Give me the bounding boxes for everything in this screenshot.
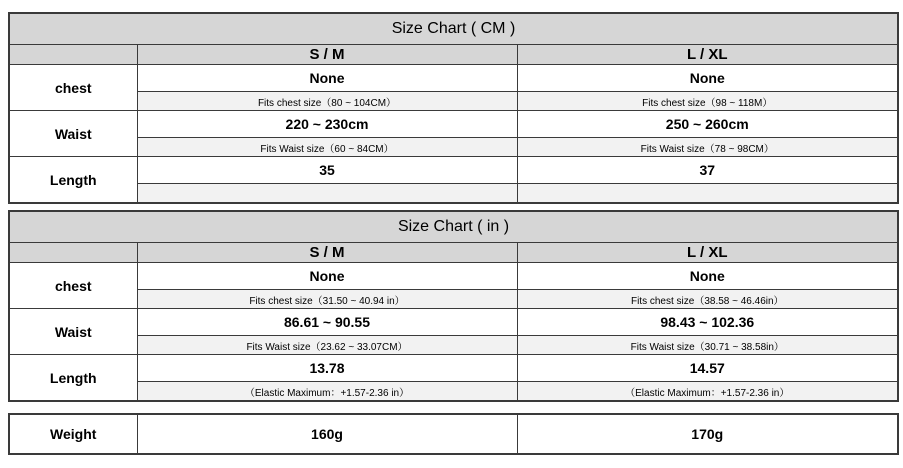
header-size-lxl: L / XL: [517, 45, 898, 65]
length-value-sm: 13.78: [137, 355, 517, 382]
length-note-lxl: （Elastic Maximum：+1.57-2.36 in）: [517, 382, 898, 402]
size-chart-cm-table: [8, 12, 899, 204]
weight-table: [8, 413, 899, 455]
row-label-length: Length: [9, 157, 137, 204]
chest-note-sm: Fits chest size（80 ~ 104CM）: [137, 92, 517, 111]
header-blank-cell: [9, 45, 137, 65]
waist-note-sm: Fits Waist size（60 ~ 84CM）: [137, 138, 517, 157]
chest-note-sm: Fits chest size（31.50 ~ 40.94 in）: [137, 290, 517, 309]
header-size-sm: S / M: [137, 45, 517, 65]
row-label-weight: Weight: [9, 414, 137, 454]
waist-value-lxl: 98.43 ~ 102.36: [517, 309, 898, 336]
header-size-lxl: L / XL: [517, 243, 898, 263]
waist-note-lxl: Fits Waist size（78 ~ 98CM）: [517, 138, 898, 157]
row-label-waist: Waist: [9, 309, 137, 355]
row-label-waist: Waist: [9, 111, 137, 157]
length-note-sm: （Elastic Maximum：+1.57-2.36 in）: [137, 382, 517, 402]
size-chart-in-table: [8, 210, 899, 402]
row-label-chest: chest: [9, 65, 137, 111]
chest-value-sm: None: [137, 65, 517, 92]
waist-note-sm: Fits Waist size（23.62 ~ 33.07CM）: [137, 336, 517, 355]
waist-value-lxl: 250 ~ 260cm: [517, 111, 898, 138]
length-note-lxl: [517, 184, 898, 204]
waist-value-sm: 220 ~ 230cm: [137, 111, 517, 138]
chest-note-lxl: Fits chest size（38.58 ~ 46.46in）: [517, 290, 898, 309]
header-blank-cell: [9, 243, 137, 263]
length-value-sm: 35: [137, 157, 517, 184]
chest-value-sm: None: [137, 263, 517, 290]
chest-value-lxl: None: [517, 65, 898, 92]
weight-value-sm: 160g: [137, 414, 517, 454]
row-label-chest: chest: [9, 263, 137, 309]
chest-note-lxl: Fits chest size（98 ~ 118M）: [517, 92, 898, 111]
length-value-lxl: 14.57: [517, 355, 898, 382]
header-size-sm: S / M: [137, 243, 517, 263]
row-label-length: Length: [9, 355, 137, 402]
size-chart-cm-title: Size Chart ( CM ): [9, 13, 898, 45]
weight-value-lxl: 170g: [517, 414, 898, 454]
length-value-lxl: 37: [517, 157, 898, 184]
size-chart-in-title: Size Chart ( in ): [9, 211, 898, 243]
chest-value-lxl: None: [517, 263, 898, 290]
length-note-sm: [137, 184, 517, 204]
waist-value-sm: 86.61 ~ 90.55: [137, 309, 517, 336]
waist-note-lxl: Fits Waist size（30.71 ~ 38.58in）: [517, 336, 898, 355]
